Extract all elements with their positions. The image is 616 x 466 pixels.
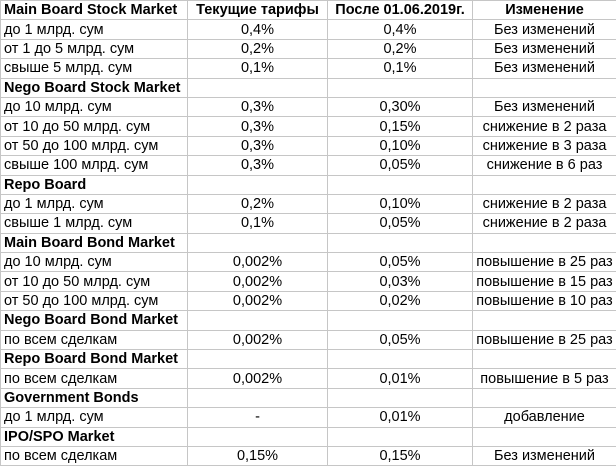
volume-range-cell: до 1 млрд. сум [1, 408, 188, 427]
table-row [1, 446, 616, 465]
current-rate-cell: 0,1% [188, 59, 328, 78]
empty-cell [328, 233, 473, 252]
volume-range-cell: по всем сделкам [1, 446, 188, 465]
empty-cell [473, 388, 616, 407]
volume-range-cell: по всем сделкам [1, 369, 188, 388]
empty-cell [328, 388, 473, 407]
current-rate-cell: 0,2% [188, 194, 328, 213]
section-row [1, 388, 616, 407]
empty-cell [328, 175, 473, 194]
new-rate-cell: 0,01% [328, 369, 473, 388]
change-cell: Без изменений [473, 20, 616, 39]
new-rate-cell: 0,10% [328, 136, 473, 155]
current-rate-cell: 0,002% [188, 253, 328, 272]
change-cell: повышение в 25 раз [473, 330, 616, 349]
current-rate-cell: 0,2% [188, 39, 328, 58]
empty-cell [188, 78, 328, 97]
column-header: После 01.06.2019г. [328, 1, 473, 20]
empty-cell [188, 311, 328, 330]
table-row [1, 20, 616, 39]
table-row [1, 194, 616, 213]
section-title: Nego Board Bond Market [1, 311, 188, 330]
empty-cell [473, 311, 616, 330]
new-rate-cell: 0,4% [328, 20, 473, 39]
volume-range-cell: по всем сделкам [1, 330, 188, 349]
change-cell: снижение в 6 раз [473, 156, 616, 175]
tariff-table-body [1, 1, 616, 466]
table-row [1, 156, 616, 175]
volume-range-cell: от 10 до 50 млрд. сум [1, 117, 188, 136]
table-row [1, 291, 616, 310]
volume-range-cell: до 10 млрд. сум [1, 97, 188, 116]
volume-range-cell: от 10 до 50 млрд. сум [1, 272, 188, 291]
empty-cell [328, 311, 473, 330]
change-cell: добавление [473, 408, 616, 427]
new-rate-cell: 0,2% [328, 39, 473, 58]
volume-range-cell: от 50 до 100 млрд. сум [1, 291, 188, 310]
new-rate-cell: 0,05% [328, 156, 473, 175]
empty-cell [328, 350, 473, 369]
change-cell: повышение в 10 раз [473, 291, 616, 310]
change-cell: повышение в 25 раз [473, 253, 616, 272]
new-rate-cell: 0,15% [328, 446, 473, 465]
section-title: IPO/SPO Market [1, 427, 188, 446]
table-row [1, 136, 616, 155]
section-row [1, 233, 616, 252]
new-rate-cell: 0,10% [328, 194, 473, 213]
empty-cell [328, 427, 473, 446]
section-row [1, 175, 616, 194]
empty-cell [328, 78, 473, 97]
change-cell: Без изменений [473, 39, 616, 58]
table-row [1, 408, 616, 427]
new-rate-cell: 0,03% [328, 272, 473, 291]
empty-cell [188, 388, 328, 407]
section-row [1, 427, 616, 446]
new-rate-cell: 0,30% [328, 97, 473, 116]
current-rate-cell: 0,4% [188, 20, 328, 39]
table-row [1, 253, 616, 272]
new-rate-cell: 0,05% [328, 214, 473, 233]
column-header: Изменение [473, 1, 616, 20]
table-row [1, 59, 616, 78]
change-cell: Без изменений [473, 97, 616, 116]
change-cell: снижение в 2 раза [473, 194, 616, 213]
new-rate-cell: 0,02% [328, 291, 473, 310]
empty-cell [473, 427, 616, 446]
current-rate-cell: 0,002% [188, 369, 328, 388]
volume-range-cell: свыше 1 млрд. сум [1, 214, 188, 233]
table-row [1, 39, 616, 58]
volume-range-cell: свыше 100 млрд. сум [1, 156, 188, 175]
current-rate-cell: 0,3% [188, 136, 328, 155]
empty-cell [473, 175, 616, 194]
change-cell: снижение в 2 раза [473, 214, 616, 233]
empty-cell [473, 78, 616, 97]
table-row [1, 117, 616, 136]
table-row [1, 272, 616, 291]
current-rate-cell: 0,1% [188, 214, 328, 233]
change-cell: Без изменений [473, 446, 616, 465]
section-row [1, 350, 616, 369]
current-rate-cell: 0,3% [188, 156, 328, 175]
section-title: Main Board Stock Market [1, 1, 188, 20]
header-row [1, 1, 616, 20]
current-rate-cell: 0,15% [188, 446, 328, 465]
empty-cell [473, 233, 616, 252]
section-row [1, 311, 616, 330]
new-rate-cell: 0,05% [328, 330, 473, 349]
table-row [1, 330, 616, 349]
section-title: Government Bonds [1, 388, 188, 407]
empty-cell [473, 350, 616, 369]
empty-cell [188, 350, 328, 369]
change-cell: повышение в 15 раз [473, 272, 616, 291]
section-row [1, 78, 616, 97]
empty-cell [188, 233, 328, 252]
volume-range-cell: от 1 до 5 млрд. сум [1, 39, 188, 58]
empty-cell [188, 427, 328, 446]
section-title: Main Board Bond Market [1, 233, 188, 252]
current-rate-cell: 0,002% [188, 272, 328, 291]
table-row [1, 97, 616, 116]
change-cell: Без изменений [473, 59, 616, 78]
section-title: Repo Board Bond Market [1, 350, 188, 369]
new-rate-cell: 0,15% [328, 117, 473, 136]
current-rate-cell: 0,3% [188, 117, 328, 136]
volume-range-cell: до 1 млрд. сум [1, 20, 188, 39]
table-row [1, 214, 616, 233]
table-row [1, 369, 616, 388]
empty-cell [188, 175, 328, 194]
current-rate-cell: 0,3% [188, 97, 328, 116]
section-title: Nego Board Stock Market [1, 78, 188, 97]
current-rate-cell: 0,002% [188, 330, 328, 349]
new-rate-cell: 0,1% [328, 59, 473, 78]
volume-range-cell: свыше 5 млрд. сум [1, 59, 188, 78]
change-cell: снижение в 3 раза [473, 136, 616, 155]
volume-range-cell: до 1 млрд. сум [1, 194, 188, 213]
change-cell: повышение в 5 раз [473, 369, 616, 388]
new-rate-cell: 0,01% [328, 408, 473, 427]
volume-range-cell: от 50 до 100 млрд. сум [1, 136, 188, 155]
change-cell: снижение в 2 раза [473, 117, 616, 136]
current-rate-cell: - [188, 408, 328, 427]
column-header: Текущие тарифы [188, 1, 328, 20]
current-rate-cell: 0,002% [188, 291, 328, 310]
volume-range-cell: до 10 млрд. сум [1, 253, 188, 272]
new-rate-cell: 0,05% [328, 253, 473, 272]
section-title: Repo Board [1, 175, 188, 194]
